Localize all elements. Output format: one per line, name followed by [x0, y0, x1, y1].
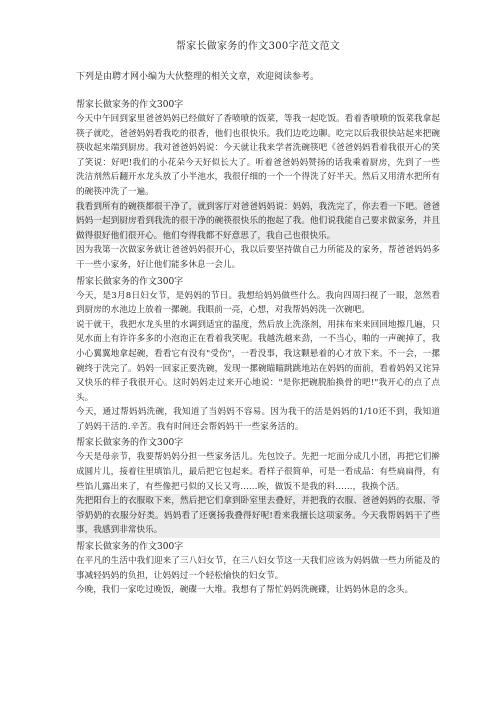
essay-section-2: [76, 275, 440, 435]
paragraph: 今天，是3月8日妇女节，是妈妈的节日。我想给妈妈做些什么。我向四周扫视了一眼，忽然看到厨房的水池边上放着一摞碗。我眼前一亮，心想，对我帮妈妈洗一次碗吧。: [76, 290, 440, 316]
paragraph: 今天，通过帮妈妈洗碗，我知道了当妈妈不容易。因为我干的活是妈妈的1/10还不到，我知道了妈妈干活的.辛苦。我有时间还会帮妈妈干一些家务活的。: [76, 407, 440, 432]
paragraph: 今天中午回到家里爸爸妈妈已经做好了香喷喷的饭菜，等我一起吃饭。看着香喷喷的饭菜我拿起筷子就吃，爸爸妈妈看我吃的很香，他们也很快乐。我们边吃边聊。吃完以后我很快站起来把碗筷收起来端到厨房。我对爸爸妈妈说：今天就让我来学者洗碗筷吧《爸爸妈妈看着我很开心的笑了笑说：好吧!我们的小花朵今天好似长大了。听着爸爸妈妈赞扬的话我乘着厨房，先到了一些洗洁剂然后翻开水龙头放了小半池水，我很仔细的一个一个得洗了好半天。然后又用清水把所有的碗筷冲洗了一遍。: [76, 114, 440, 197]
paragraph: 在平凡的生活中我们迎来了三八妇女节，在三八妇女节这一天我们应该为妈妈做一些力所能及的事减轻妈妈的负担，让妈妈过一个轻松愉快的妇女节。: [76, 556, 440, 581]
section-heading: 帮家长做家务的作文300字: [76, 542, 184, 553]
intro-text: 下列是由聘才网小编为大伙整理的相关文章，欢迎阅读参考。: [76, 72, 320, 82]
essay-section-1: [76, 98, 440, 273]
paragraph: 先把阳台上的衣服取下来，然后把它们拿到卧室里去叠好，并把我的衣服、爸爸妈妈的衣服、爷爷奶奶的衣服分好类。妈妈看了还褒扬我叠得好呢!看来我擅长这项家务。今天我帮妈妈干了些事，我感到非常快乐。: [76, 494, 440, 538]
paragraph: 今天是母亲节，我要帮妈妈分担一些家务活儿。先包饺子。先把一坨面分成几小团，再把它们擀成圆片儿，接着往里填馅儿，最后把它包起来。看样子很简单，可是一看成品：有些扁扁得，有些馅儿露出来了，有些像把弓似的又长又弯……唉，做饭不是我的料……，我换个活。: [76, 452, 440, 492]
section-heading: 帮家长做家务的作文300字: [76, 438, 184, 449]
paragraph: 说干就干，我把水龙头里的水调到适宜的温度，然后放上洗涤剂，用抹布来来回回地擦几遍，只见水面上有许许多多的小泡泡正在看着我笑呢。我越洗越来劲，一不当心，啪的一声碗掉了，我小心翼翼地拿起碗，看看它有没有"受伤"，一看没事，我这颗悬着的心才放下来。不一会，一摞碗终于洗完了。妈妈一回家正要洗碗，发现一摞碗瞄瞄跳跳地站在妈妈的面前，看着妈妈又诧异又快乐的样子我很开心。这时妈妈走过来开心地说："是你把碗脱胎换骨的吧!"我开心的点了点头。: [76, 319, 440, 403]
paragraph: 今晚，我们一家吃过晚饭，碗碟一大堆。我想有了帮忙妈妈洗碗碟，让妈妈休息的念头。: [76, 585, 414, 596]
section-heading: 帮家长做家务的作文300字: [76, 276, 184, 287]
essay-section-3: [76, 436, 440, 538]
essay-section-4: [76, 540, 440, 598]
paragraph: 因为我第一次做家务就让爸爸妈妈很开心，我以后要坚持做自己力所能及的家务，帮爸爸妈妈多干一些小家务，好让他们能多休息一会儿。: [76, 245, 440, 270]
section-heading: 帮家长做家务的作文300字: [76, 100, 184, 110]
paragraph: 我看到所有的碗筷都很干净了，就到客厅对爸爸妈妈说：妈妈，我洗完了，你去看一下吧。爸爸妈妈一起到厨房看到我洗的很干净的碗筷很快乐的抱起了我。他们说我能自己要求做家务，并且做得很好他们很开心。他们夸得我都不好意思了，我自己也很快乐。: [76, 200, 440, 244]
document-title: 帮家长做家务的作文300字范文范文: [175, 41, 341, 52]
